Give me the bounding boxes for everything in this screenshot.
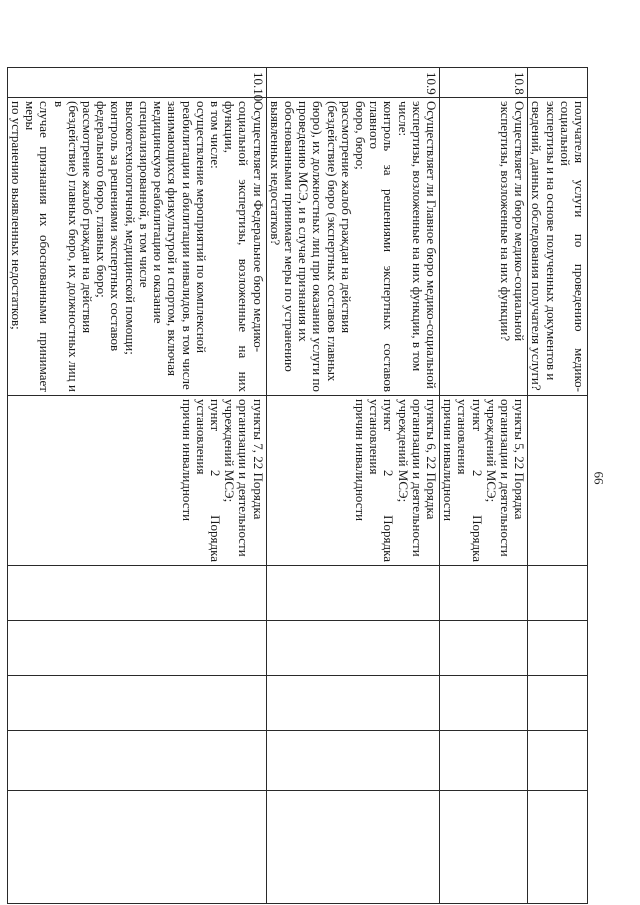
answer-cell bbox=[7, 621, 266, 676]
reference-cell bbox=[266, 396, 439, 566]
question-line: в том числе: bbox=[207, 101, 223, 169]
question-line: реабилитации и абилитации инвалидов, в том числе bbox=[179, 101, 195, 390]
reference-line: пункты 6, 22 Порядка bbox=[423, 399, 439, 520]
answer-cell bbox=[528, 731, 588, 791]
reference-line: учреждений МСЭ; bbox=[483, 399, 499, 503]
question-line: экспертизы, возложенные на них функции, в том bbox=[409, 101, 425, 372]
reference-line: учреждений МСЭ; bbox=[222, 399, 238, 503]
row-number: 10.9 bbox=[266, 68, 439, 98]
question-line: медицинскую реабилитацию и оказание bbox=[151, 101, 167, 324]
page-number: 66 bbox=[591, 471, 607, 485]
answer-cell bbox=[439, 566, 527, 621]
question-line: (бездействие) бюро (экспертных составов главных bbox=[324, 101, 340, 382]
answer-cell bbox=[266, 676, 439, 731]
question-cell bbox=[528, 98, 588, 396]
answer-cell bbox=[7, 791, 266, 904]
answer-cell bbox=[528, 621, 588, 676]
row-number bbox=[528, 68, 588, 98]
question-line: обоснованными принимает меры по устранению bbox=[281, 101, 297, 372]
question-line: сведений, данных обследования получателя услуги? bbox=[529, 101, 545, 391]
question-line: числе: bbox=[395, 101, 411, 137]
reference-line: пункт 2 Порядка установления bbox=[367, 399, 397, 562]
question-cell bbox=[439, 98, 527, 396]
answer-cell bbox=[7, 676, 266, 731]
answer-cell bbox=[266, 566, 439, 621]
answer-cell bbox=[528, 676, 588, 731]
question-line: получателя услуги по проведению медико-социальной bbox=[557, 101, 587, 392]
question-line: социальной экспертизы, возложенные на них функции, bbox=[222, 101, 252, 392]
table-row bbox=[266, 68, 439, 904]
question-cell bbox=[266, 98, 439, 396]
reference-line: организации и деятельности bbox=[236, 399, 252, 557]
row-number: 10.10 bbox=[7, 68, 266, 98]
reference-line: причин инвалидности bbox=[441, 399, 457, 522]
question-line: бюро), их должностных лиц при оказании услуги по bbox=[310, 101, 326, 392]
question-line: Осуществляет ли бюро медико-социальной bbox=[512, 101, 528, 342]
question-line: проведению МСЭ, и в случае признания их bbox=[296, 101, 312, 342]
question-line: экспертизы, возложенные на них функции? bbox=[497, 101, 513, 342]
answer-cell bbox=[439, 676, 527, 731]
table-row bbox=[439, 68, 527, 904]
answer-cell bbox=[439, 791, 527, 904]
question-line: Осуществляет ли Главное бюро медико-социальной bbox=[423, 101, 439, 389]
table-row bbox=[528, 68, 588, 904]
answer-cell bbox=[266, 731, 439, 791]
reference-line: причин инвалидности bbox=[179, 399, 195, 522]
question-line: занимающихся физкультурой и спортом, включая bbox=[165, 101, 181, 376]
reference-cell bbox=[439, 396, 527, 566]
question-cell bbox=[7, 98, 266, 396]
question-line: высокотехнологичной, медицинской помощи; bbox=[122, 101, 138, 355]
answer-cell bbox=[439, 731, 527, 791]
question-line: осуществление мероприятий по комплексной bbox=[193, 101, 209, 354]
question-line: специализированной, в том числе bbox=[136, 101, 152, 288]
question-line: экспертизы и на основе полученных документов и bbox=[543, 101, 559, 381]
reference-line: организации и деятельности bbox=[409, 399, 425, 557]
answer-cell bbox=[266, 791, 439, 904]
answer-cell bbox=[7, 731, 266, 791]
row-number: 10.8 bbox=[439, 68, 527, 98]
answer-cell bbox=[7, 566, 266, 621]
reference-line: пункт 2 Порядка установления bbox=[455, 399, 485, 562]
question-line: случае признания их обоснованными принимает меры bbox=[23, 101, 53, 392]
reference-line: пункты 5, 22 Порядка bbox=[512, 399, 528, 520]
question-line: по устранению выявленных недостатков; bbox=[9, 101, 25, 330]
reference-cell bbox=[528, 396, 588, 566]
reference-line: пункт 2 Порядка установления bbox=[193, 399, 223, 562]
reference-line: пункты 7, 22 Порядка bbox=[250, 399, 266, 520]
checklist-table bbox=[7, 67, 588, 904]
question-line: контроль за решениями экспертных составов bbox=[108, 101, 124, 352]
question-line: Осуществляет ли Федеральное бюро медико- bbox=[250, 101, 266, 353]
question-line: бюро, бюро; bbox=[352, 101, 368, 170]
question-line: выявленных недостатков? bbox=[267, 101, 283, 246]
reference-line: причин инвалидности bbox=[352, 399, 368, 522]
answer-cell bbox=[528, 566, 588, 621]
question-line: федерального бюро, главных бюро; bbox=[94, 101, 110, 298]
reference-line: организации и деятельности bbox=[497, 399, 513, 557]
answer-cell bbox=[528, 791, 588, 904]
question-line: (бездействие) главных бюро, их должностных лиц и в bbox=[51, 101, 81, 392]
answer-cell bbox=[266, 621, 439, 676]
reference-cell bbox=[7, 396, 266, 566]
reference-line: учреждений МСЭ; bbox=[395, 399, 411, 503]
question-line: рассмотрение жалоб граждан на действия bbox=[80, 101, 96, 334]
rotated-table-container bbox=[9, 67, 588, 903]
table-body bbox=[7, 68, 587, 904]
table-row bbox=[7, 68, 266, 904]
answer-cell bbox=[439, 621, 527, 676]
question-line: контроль за решениями экспертных составов главного bbox=[367, 101, 397, 392]
question-line: рассмотрение жалоб граждан на действия bbox=[338, 101, 354, 334]
